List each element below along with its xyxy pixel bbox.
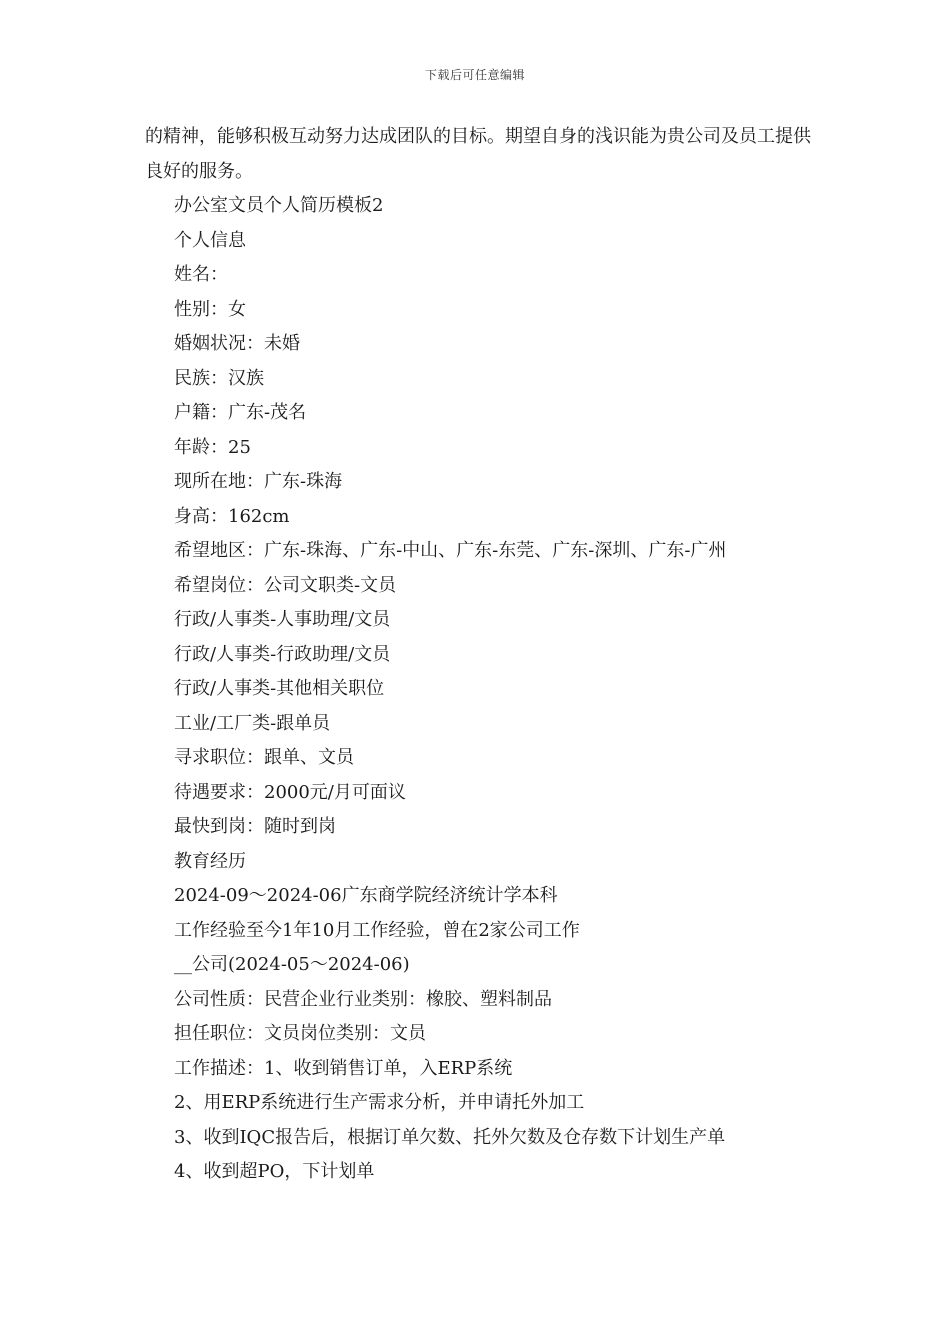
desired-position-item: 行政/人事类-行政助理/文员 [174,643,391,665]
desired-position-item: 行政/人事类-人事助理/文员 [174,609,391,630]
field-company-nature: 公司性质：民营企业行业类别：橡胶、塑料制品 [174,988,552,1010]
field-job-title: 担任职位：文员岗位类别：文员 [174,1023,426,1044]
field-age: 年龄：25 [174,436,251,458]
field-salary-expectation: 待遇要求：2000元/月可面议 [174,781,406,803]
work-experience-summary: 工作经验至今1年10月工作经验，曾在2家公司工作 [174,919,580,941]
job-description-item: 工作描述：1、收到销售订单，入ERP系统 [174,1057,513,1079]
resume-title: 办公室文员个人简历模板2 [174,195,384,216]
field-sought-position: 寻求职位：跟单、文员 [174,747,354,768]
opening-paragraph: 的精神，能够积极互动努力达成团队的目标。期望自身的浅识能为贵公司及员工提供良好的服务。 [145,126,811,182]
field-ethnicity: 民族：汉族 [174,367,264,389]
field-height: 身高：162cm [174,505,290,527]
desired-position-item: 行政/人事类-其他相关职位 [174,678,385,699]
field-desired-region: 希望地区：广东-珠海、广东-中山、广东-东莞、广东-深圳、广东-广州 [174,540,727,561]
section-heading-education: 教育经历 [174,850,246,872]
job-description-item: 2、用ERP系统进行生产需求分析，并申请托外加工 [174,1092,585,1113]
field-name: 姓名： [174,264,228,285]
job-description-item: 4、收到超PO，下计划单 [174,1161,375,1182]
section-heading-personal-info: 个人信息 [174,229,246,251]
company-entry: __公司(2024-05～2024-06) [174,954,410,975]
field-earliest-start: 最快到岗：随时到岗 [174,816,336,837]
field-current-location: 现所在地：广东-珠海 [174,471,343,492]
field-household-registration: 户籍：广东-茂名 [174,402,307,423]
header-note: 下载后可任意编辑 [424,68,525,82]
field-desired-position: 希望岗位：公司文职类-文员 [174,574,397,596]
education-entry: 2024-09～2024-06广东商学院经济统计学本科 [174,885,558,906]
document-body [145,120,815,1190]
field-marital-status: 婚姻状况：未婚 [174,333,300,354]
desired-position-item: 工业/工厂类-跟单员 [174,712,331,734]
job-description-item: 3、收到IQC报告后，根据订单欠数、托外欠数及仓存数下计划生产单 [174,1126,726,1148]
field-gender: 性别：女 [174,298,246,320]
